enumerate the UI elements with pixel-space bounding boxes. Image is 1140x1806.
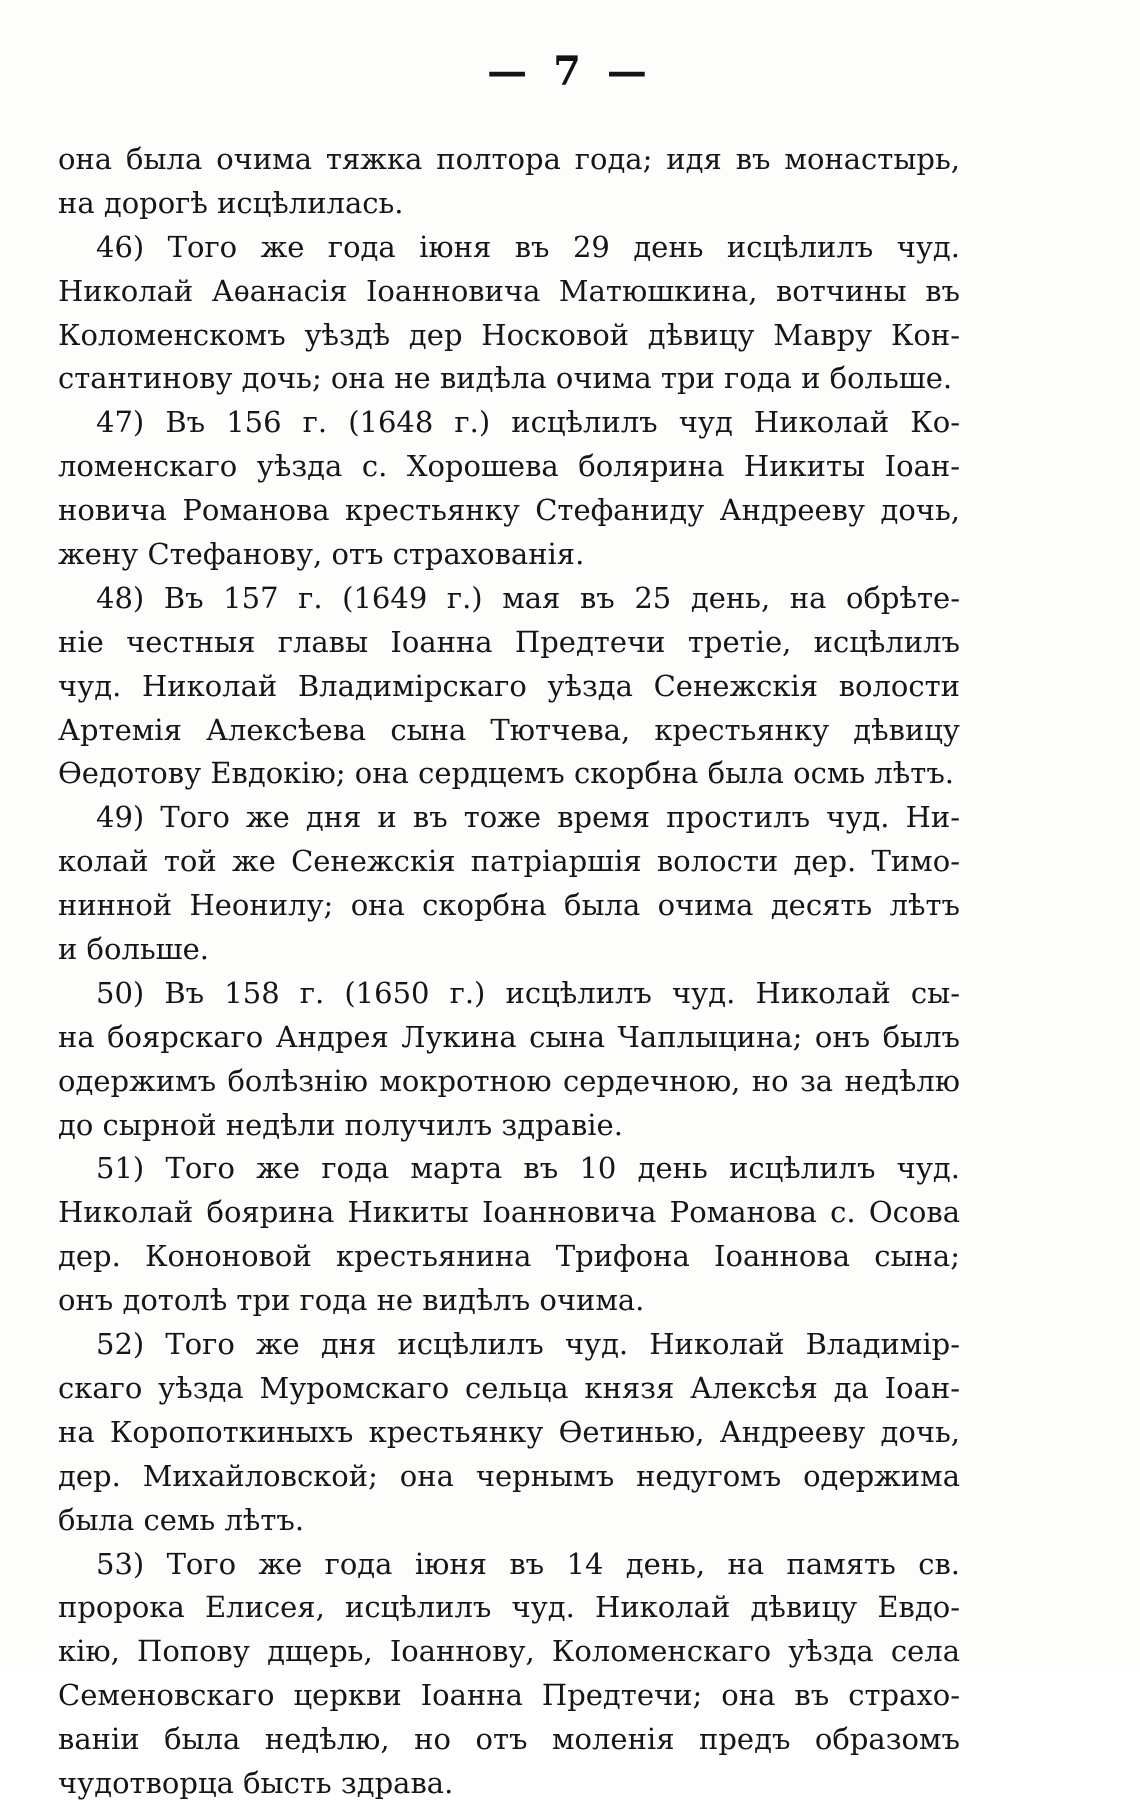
text-line: пророка Елисея, исцѣлилъ чуд. Николай дѣвицу Евдо- xyxy=(58,1590,960,1625)
text-line: до сырной недѣли получилъ здравіе. xyxy=(58,1107,623,1142)
text-line: была семь лѣтъ. xyxy=(58,1502,305,1537)
text-line: на дорогѣ исцѣлилась. xyxy=(58,185,404,220)
paragraph-first-line: 48) Въ 157 г. (1649 г.) мая въ 25 день, на обрѣте- xyxy=(96,580,960,615)
text-line: ніе честныя главы Іоанна Предтечи третіе, исцѣлилъ xyxy=(58,624,960,659)
text-line: новича Романова крестьянку Стефаниду Андрееву дочь, xyxy=(58,493,960,528)
text-line: жену Стефанову, отъ страхованія. xyxy=(58,537,585,572)
paragraph-first-line: 53) Того же года іюня въ 14 день, на память св. xyxy=(96,1546,960,1581)
text-line: чуд. Николай Владимірскаго уѣзда Сенежскія волости xyxy=(58,668,960,703)
paragraph-first-line: 52) Того же дня исцѣлилъ чуд. Николай Владимір- xyxy=(96,1327,960,1362)
paragraph-first-line: 49) Того же дня и въ тоже время простилъ чуд. Ни- xyxy=(96,800,960,835)
text-line: нинной Неонилу; она скорбна была очима десять лѣтъ xyxy=(58,888,960,923)
text-line: на Коропоткиныхъ крестьянку Ѳетинью, Андрееву дочь, xyxy=(58,1414,960,1449)
text-line: стантинову дочь; она не видѣла очима три года и больше. xyxy=(58,361,953,396)
paragraph-first-line: 46) Того же года іюня въ 29 день исцѣлилъ чуд. xyxy=(96,229,960,264)
text-line: и больше. xyxy=(58,932,210,967)
paragraph-first-line: 51) Того же года марта въ 10 день исцѣлилъ чуд. xyxy=(96,1151,960,1186)
text-line: чудотворца бысть здрава. xyxy=(58,1765,454,1800)
text-line: одержимъ болѣзнію мокротною сердечною, но за недѣлю xyxy=(58,1063,960,1098)
text-line: на боярскаго Андрея Лукина сына Чаплыцина; онъ былъ xyxy=(58,1019,960,1054)
body-text xyxy=(58,138,960,1806)
text-line: ломенскаго уѣзда с. Хорошева болярина Никиты Іоан- xyxy=(58,449,960,484)
paragraph-first-line: 50) Въ 158 г. (1650 г.) исцѣлилъ чуд. Николай сы- xyxy=(96,975,960,1010)
text-line: кію, Попову дщерь, Іоаннову, Коломенскаго уѣзда села xyxy=(58,1634,960,1669)
text-line: Коломенскомъ уѣздѣ дер Носковой дѣвицу Мавру Кон- xyxy=(58,317,960,352)
text-line: дер. Михайловской; она чернымъ недугомъ одержима xyxy=(58,1458,960,1493)
text-line: скаго уѣзда Муромскаго сельца князя Алексѣя да Іоан- xyxy=(58,1370,960,1405)
text-line: Николай Аѳанасія Іоанновича Матюшкина, вотчины въ xyxy=(58,273,960,308)
text-line: Семеновскаго церкви Іоанна Предтечи; она въ страхо- xyxy=(58,1678,960,1713)
text-line: колай той же Сенежскія патріаршія волости дер. Тимо- xyxy=(58,844,960,879)
text-line: ваніи была недѣлю, но отъ моленія предъ образомъ xyxy=(58,1722,960,1757)
text-line: она была очима тяжка полтора года; идя въ монастырь, xyxy=(58,142,960,176)
text-line: Ѳедотову Евдокію; она сердцемъ скорбна была осмь лѣтъ. xyxy=(58,756,955,791)
text-line: Артемія Алексѣева сына Тютчева, крестьянку дѣвицу xyxy=(58,712,960,747)
text-line: Николай боярина Никиты Іоанновича Романова с. Осова xyxy=(58,1195,960,1230)
paragraph-first-line: 47) Въ 156 г. (1648 г.) исцѣлилъ чуд Николай Ко- xyxy=(96,405,960,440)
text-line: онъ дотолѣ три года не видѣлъ очима. xyxy=(58,1283,645,1318)
page-number: — 7 — xyxy=(487,48,653,95)
text-line: дер. Кононовой крестьянина Трифона Іоаннова сына; xyxy=(58,1239,960,1274)
